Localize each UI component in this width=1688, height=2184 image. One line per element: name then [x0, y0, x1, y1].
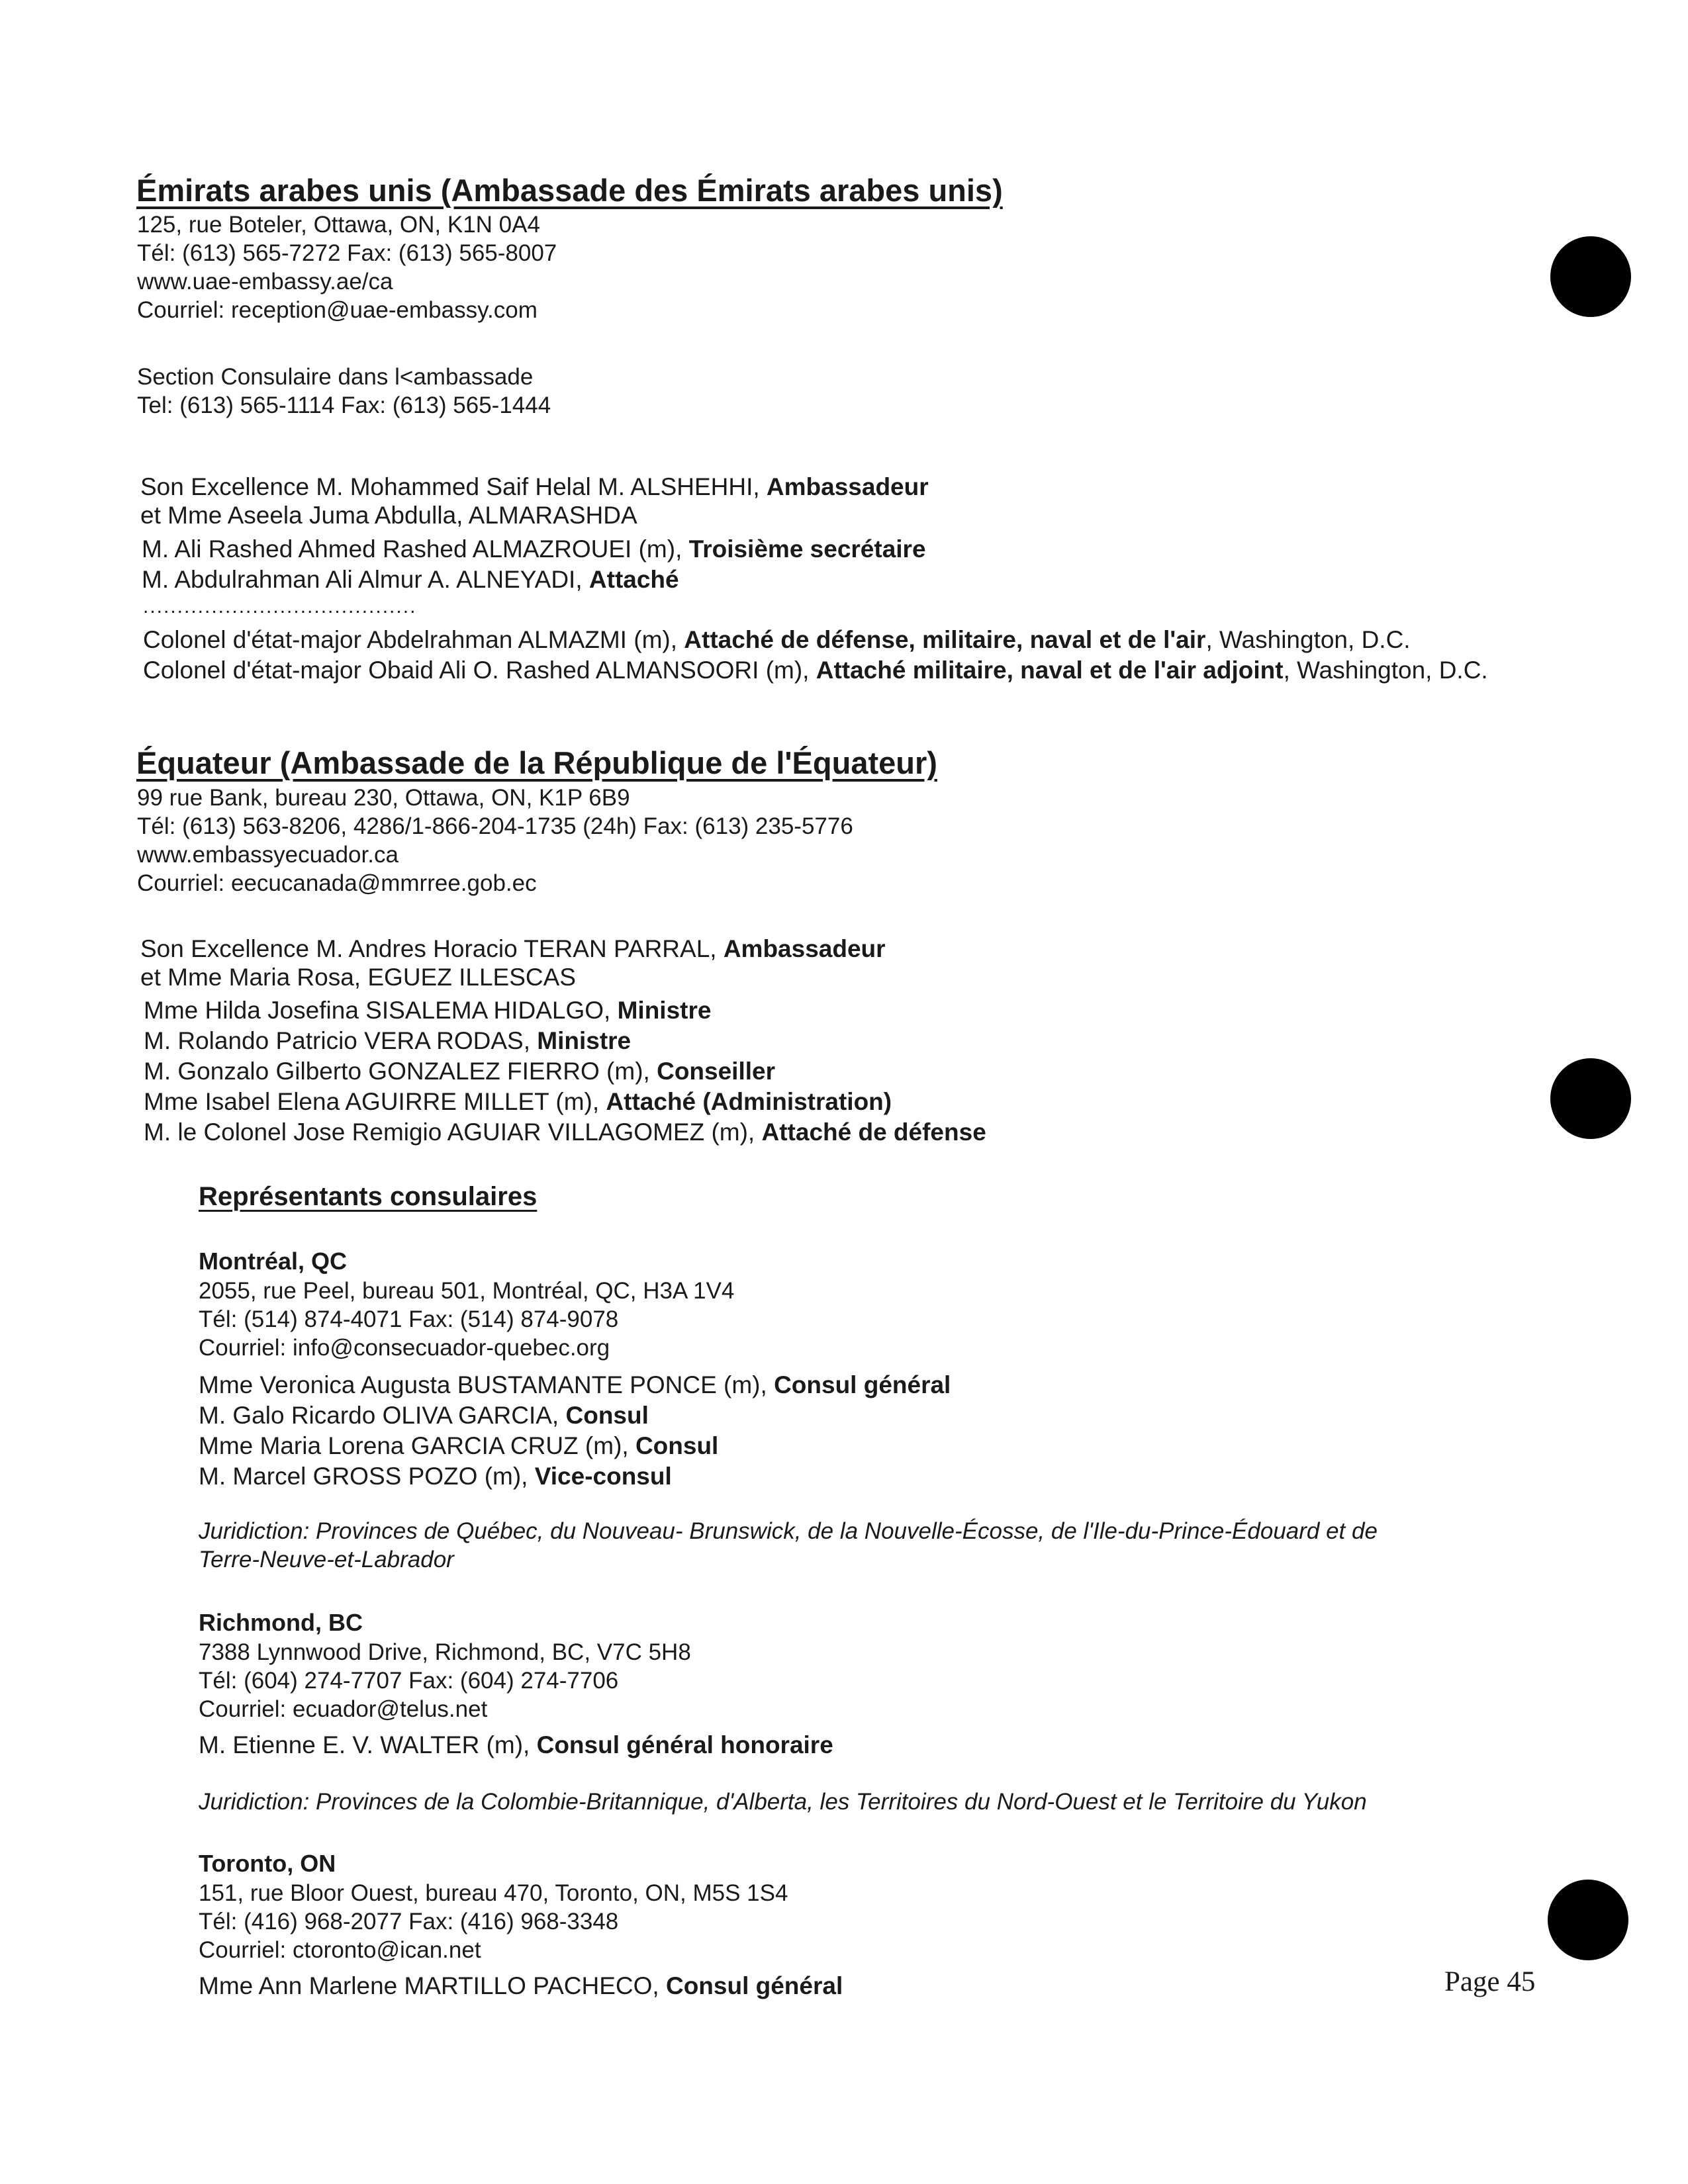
- punch-hole-middle: [1550, 1058, 1631, 1139]
- consulate-city-toronto: Toronto, ON: [199, 1850, 336, 1877]
- jurisdiction-text: Terre-Neuve-et-Labrador: [199, 1547, 454, 1572]
- ecuador-address: 99 rue Bank, bureau 230, Ottawa, ON, K1P 6B9: [137, 785, 630, 811]
- punch-hole-bottom: [1548, 1880, 1628, 1960]
- staff-entry: Mme Hilda Josefina SISALEMA HIDALGO, Ministre: [144, 997, 712, 1024]
- staff-entry: et Mme Maria Rosa, EGUEZ ILLESCAS: [140, 964, 576, 991]
- staff-entry: M. Galo Ricardo OLIVA GARCIA, Consul: [199, 1402, 649, 1429]
- section-title-uae: Émirats arabes unis (Ambassade des Émirats arabes unis): [136, 173, 1003, 208]
- staff-entry: M. Gonzalo Gilberto GONZALEZ FIERRO (m), Conseiller: [144, 1058, 775, 1085]
- page-number: Page 45: [1444, 1966, 1536, 1997]
- staff-entry: et Mme Aseela Juma Abdulla, ALMARASHDA: [140, 502, 637, 529]
- consulate-phone: Tél: (604) 274-7707 Fax: (604) 274-7706: [199, 1668, 619, 1694]
- uae-consular-title: Section Consulaire dans l<ambassade: [137, 364, 534, 390]
- uae-consular-phone: Tel: (613) 565-1114 Fax: (613) 565-1444: [137, 392, 551, 418]
- ecuador-phone: Tél: (613) 563-8206, 4286/1-866-204-1735 (24h) Fax: (613) 235-5776: [137, 813, 853, 839]
- defense-entry: Colonel d'état-major Obaid Ali O. Rashed ALMANSOORI (m), Attaché militaire, naval et de l'air adjoint, Washington, D.C.: [143, 657, 1488, 684]
- staff-entry: Son Excellence M. Andres Horacio TERAN PARRAL, Ambassadeur: [140, 935, 886, 962]
- ecuador-website: www.embassyecuador.ca: [137, 842, 399, 868]
- consulate-email: Courriel: info@consecuador-quebec.org: [199, 1335, 610, 1361]
- consulate-address: 2055, rue Peel, bureau 501, Montréal, QC, H3A 1V4: [199, 1278, 735, 1304]
- defense-entry: Colonel d'état-major Abdelrahman ALMAZMI (m), Attaché de défense, militaire, naval et de l'air, Washington, D.C.: [143, 626, 1411, 653]
- punch-hole-top: [1550, 236, 1631, 317]
- uae-email: Courriel: reception@uae-embassy.com: [137, 297, 538, 323]
- separator-dots: ........................................: [143, 596, 417, 617]
- section-title-ecuador: Équateur (Ambassade de la République de l'Équateur): [136, 745, 937, 780]
- staff-entry: M. Rolando Patricio VERA RODAS, Ministre: [144, 1027, 632, 1054]
- consulate-phone: Tél: (416) 968-2077 Fax: (416) 968-3348: [199, 1909, 619, 1934]
- consulate-city-montreal: Montréal, QC: [199, 1248, 348, 1275]
- consulate-city-richmond: Richmond, BC: [199, 1609, 363, 1636]
- uae-website: www.uae-embassy.ae/ca: [137, 269, 393, 295]
- consulate-phone: Tél: (514) 874-4071 Fax: (514) 874-9078: [199, 1306, 619, 1332]
- staff-entry: Mme Veronica Augusta BUSTAMANTE PONCE (m), Consul général: [199, 1371, 951, 1398]
- staff-entry: Son Excellence M. Mohammed Saif Helal M. ALSHEHHI, Ambassadeur: [140, 473, 929, 500]
- consulate-address: 7388 Lynnwood Drive, Richmond, BC, V7C 5H8: [199, 1639, 691, 1665]
- jurisdiction-text: Juridiction: Provinces de Québec, du Nouveau- Brunswick, de la Nouvelle-Écosse, de l'Ile-du-Prince-Édouard et de: [199, 1518, 1378, 1544]
- staff-entry: M. Marcel GROSS POZO (m), Vice-consul: [199, 1463, 672, 1490]
- uae-phone: Tél: (613) 565-7272 Fax: (613) 565-8007: [137, 240, 557, 266]
- staff-entry: M. Etienne E. V. WALTER (m), Consul général honoraire: [199, 1731, 833, 1758]
- uae-address: 125, rue Boteler, Ottawa, ON, K1N 0A4: [137, 212, 540, 238]
- consulate-address: 151, rue Bloor Ouest, bureau 470, Toronto, ON, M5S 1S4: [199, 1880, 788, 1906]
- staff-entry: M. Ali Rashed Ahmed Rashed ALMAZROUEI (m), Troisième secrétaire: [142, 535, 926, 563]
- consulate-email: Courriel: ctoronto@ican.net: [199, 1937, 481, 1963]
- consular-heading: Représentants consulaires: [199, 1182, 538, 1211]
- staff-entry: Mme Ann Marlene MARTILLO PACHECO, Consul général: [199, 1972, 843, 1999]
- consulate-email: Courriel: ecuador@telus.net: [199, 1696, 488, 1722]
- staff-entry: Mme Maria Lorena GARCIA CRUZ (m), Consul: [199, 1432, 719, 1459]
- staff-entry: Mme Isabel Elena AGUIRRE MILLET (m), Attaché (Administration): [144, 1088, 892, 1115]
- ecuador-email: Courriel: eecucanada@mmrree.gob.ec: [137, 870, 537, 896]
- staff-entry: M. Abdulrahman Ali Almur A. ALNEYADI, Attaché: [142, 566, 679, 593]
- jurisdiction-text: Juridiction: Provinces de la Colombie-Britannique, d'Alberta, les Territoires du Nord-Ouest et le Territoire du Yukon: [199, 1789, 1367, 1815]
- staff-entry: M. le Colonel Jose Remigio AGUIAR VILLAGOMEZ (m), Attaché de défense: [144, 1118, 986, 1146]
